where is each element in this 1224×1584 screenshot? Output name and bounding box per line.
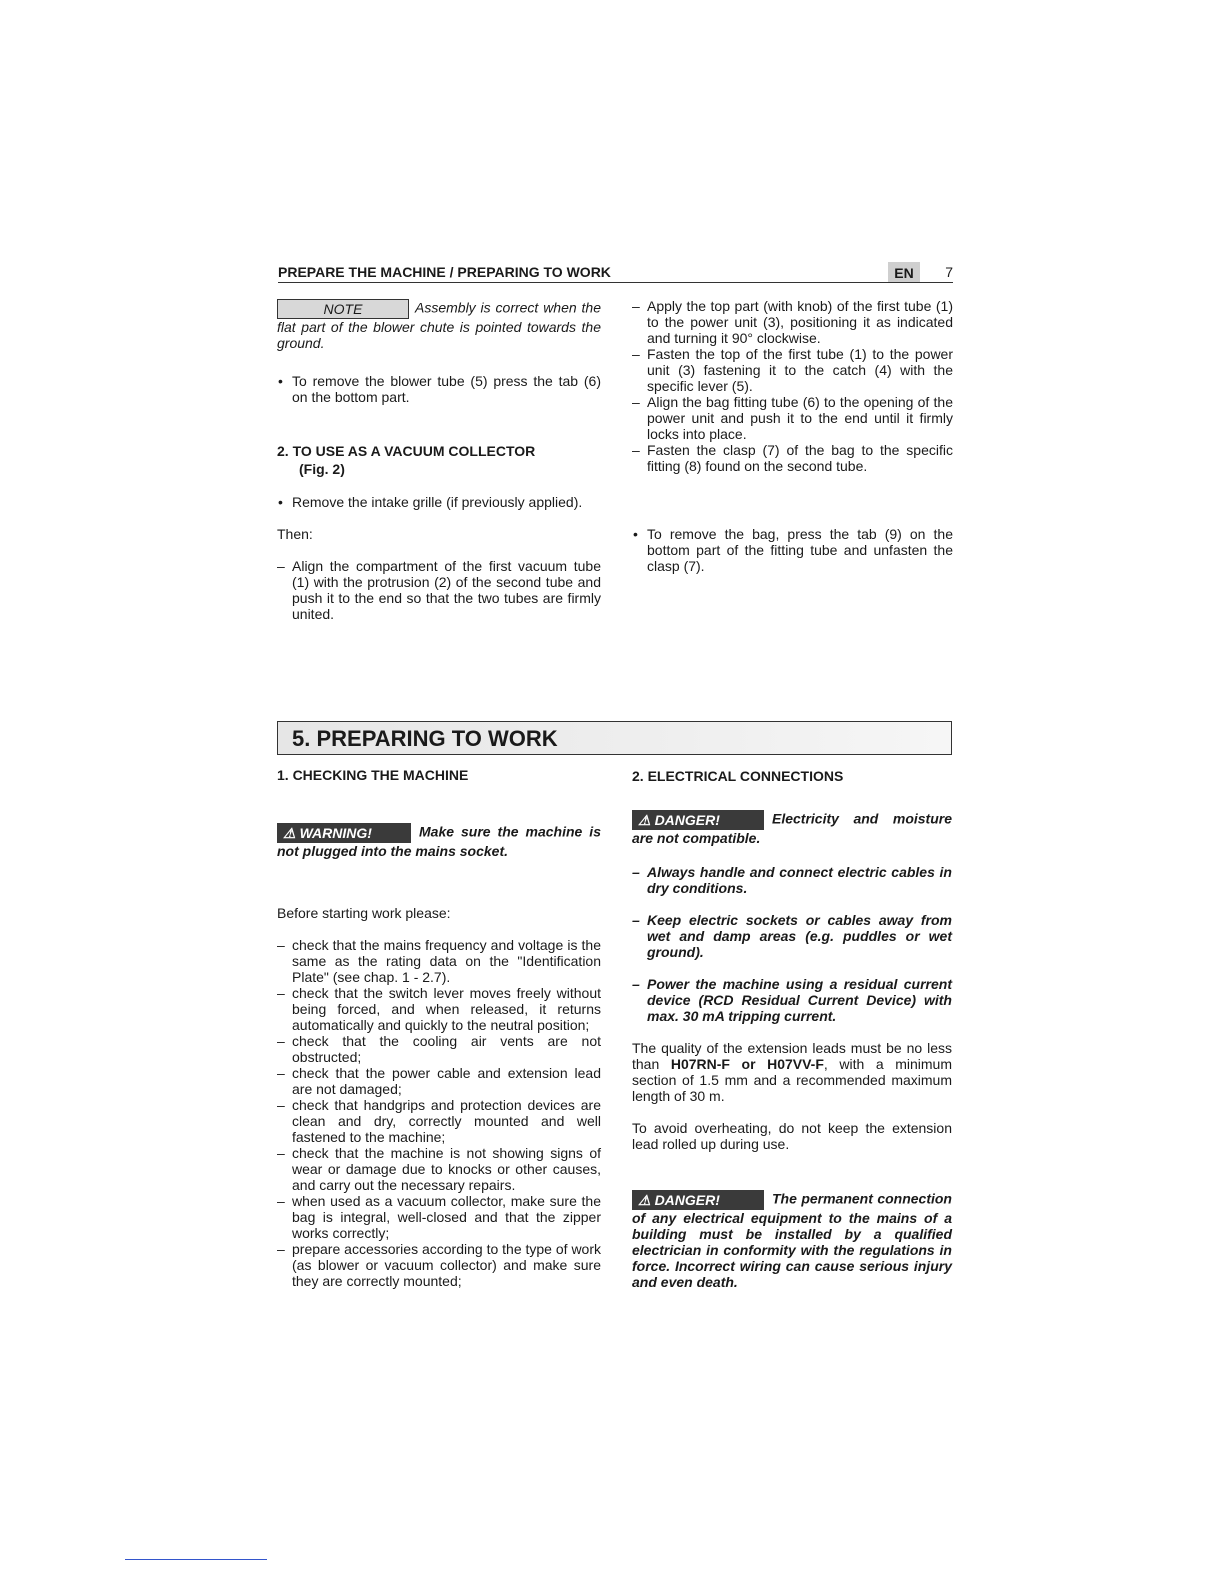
list-item: – Align the bag fitting tube (6) to the opening of the power unit and push it to the end until it firmly locks into place. [632,394,953,442]
then-text: Then: [277,526,313,542]
list-item: – Align the compartment of the first vacuum tube (1) with the protrusion (2) of the second tube and push it to the end so that the two tubes are firmly united. [277,558,601,622]
danger-label [632,1190,764,1210]
electrical-column [632,768,952,1290]
subheading-line-1: 2. TO USE AS A VACUUM COLLECTOR [277,443,536,459]
note-rest: the flat part of the blower chute is pointed towards the ground. [277,299,602,351]
warning-triangle-icon: ⚠ [638,812,651,828]
section-heading-bar [277,721,952,755]
danger-1-text: Electricity and moisture are not compatible. [632,810,952,846]
list-item: – Always handle and connect electric cables in dry conditions. [632,864,952,896]
footer-rule [125,1559,267,1560]
list-item: – check that the mains frequency and voltage is the same as the rating data on the "Identification Plate" (see chap. 1 - 2.7). [277,937,601,985]
list-item: – Keep electric sockets or cables away from wet and damp areas (e.g. puddles or wet ground). [632,912,952,960]
note-label: NOTE [277,299,409,319]
checking-column [277,767,601,1289]
list-item: – when used as a vacuum collector, make sure the bag is integral, well-closed and that the zipper works correctly; [277,1193,601,1241]
language-badge: EN [888,262,920,282]
warning-triangle-icon: ⚠ [638,1192,651,1208]
right-top-column [632,298,953,574]
electrical-dash-list [632,864,952,1024]
note-paragraph [277,299,601,351]
list-item: – Fasten the clasp (7) of the bag to the specific fitting (8) found on the second tube. [632,442,953,474]
warning-label [277,823,411,843]
section-title: 5. PREPARING TO WORK [292,726,558,751]
left-top-column [277,299,601,622]
list-item: • To remove the blower tube (5) press the tab (6) on the bottom part. [277,373,601,405]
list-item: • To remove the bag, press the tab (9) on the bottom part of the fitting tube and unfasten the clasp (7). [632,526,953,574]
checking-intro: Before starting work please: [277,905,451,921]
grille-bullet-list [277,494,601,510]
warning-text: Make sure the machine is not plugged into the mains socket. [277,823,601,859]
danger-paragraph-1 [632,810,952,846]
list-item: • Remove the intake grille (if previously applied). [277,494,601,510]
quality-pre: The quality of the extension leads must be no less than [632,1040,952,1072]
list-item: – prepare accessories according to the type of work (as blower or vacuum collector) and make sure they are correctly mounted; [277,1241,601,1289]
list-item: – check that the machine is not showing signs of wear or damage due to knocks or other causes, and carry out the necessary repairs. [277,1145,601,1193]
bag-bullet-list [632,526,953,574]
danger-label-text: DANGER! [654,812,720,828]
list-item: – check that the switch lever moves freely without being forced, and when released, it returns automatically and quickly to the neutral position; [277,985,601,1033]
list-item: – check that handgrips and protection devices are clean and dry, correctly mounted and well fastened to the machine; [277,1097,601,1145]
align-dash-list [277,558,601,622]
checking-heading: 1. CHECKING THE MACHINE [277,767,469,783]
list-item: – check that the power cable and extension lead are not damaged; [277,1065,601,1097]
list-item: – Apply the top part (with knob) of the first tube (1) to the power unit (3), positioning it as indicated and turning it 90° clockwise. [632,298,953,346]
assembly-dash-list [632,298,953,474]
warning-label-text: WARNING! [299,825,372,841]
electrical-heading: 2. ELECTRICAL CONNECTIONS [632,768,844,784]
checking-list [277,937,601,1289]
blower-bullet-list [277,373,601,405]
list-item: – Power the machine using a residual current device (RCD Residual Current Device) with max. 30 mA tripping current. [632,976,952,1024]
quality-paragraph [632,1040,952,1104]
quality-post: , with a minimum section of 1.5 mm and a recommended maximum length of 30 m. [632,1056,952,1104]
subheading-line-2: (Fig. 2) [299,461,345,477]
danger-paragraph-2 [632,1190,952,1290]
danger-label-text: DANGER! [654,1192,720,1208]
note-lead: Assembly is correct when [415,299,577,316]
vacuum-subheading [277,443,601,477]
warning-triangle-icon: ⚠ [283,825,296,841]
list-item: – Fasten the top of the first tube (1) to the power unit (3) fastening it to the catch (4) with the specific lever (5). [632,346,953,394]
danger-2-text: The permanent connection of any electrical equipment to the mains of a building must be installed by a qualified electrician in conformity with the regulations in force. Incorrect wiring can cause serious injury and even death. [632,1190,952,1290]
running-title: PREPARE THE MACHINE / PREPARING TO WORK [278,264,611,280]
overheat-paragraph: To avoid overheating, do not keep the extension lead rolled up during use. [632,1120,952,1152]
warning-paragraph [277,823,601,859]
list-item: – check that the cooling air vents are not obstructed; [277,1033,601,1065]
page-number: 7 [945,264,953,280]
running-header [278,262,953,283]
danger-label [632,810,764,830]
quality-cable-types: H07RN-F or H07VV-F [670,1056,824,1072]
